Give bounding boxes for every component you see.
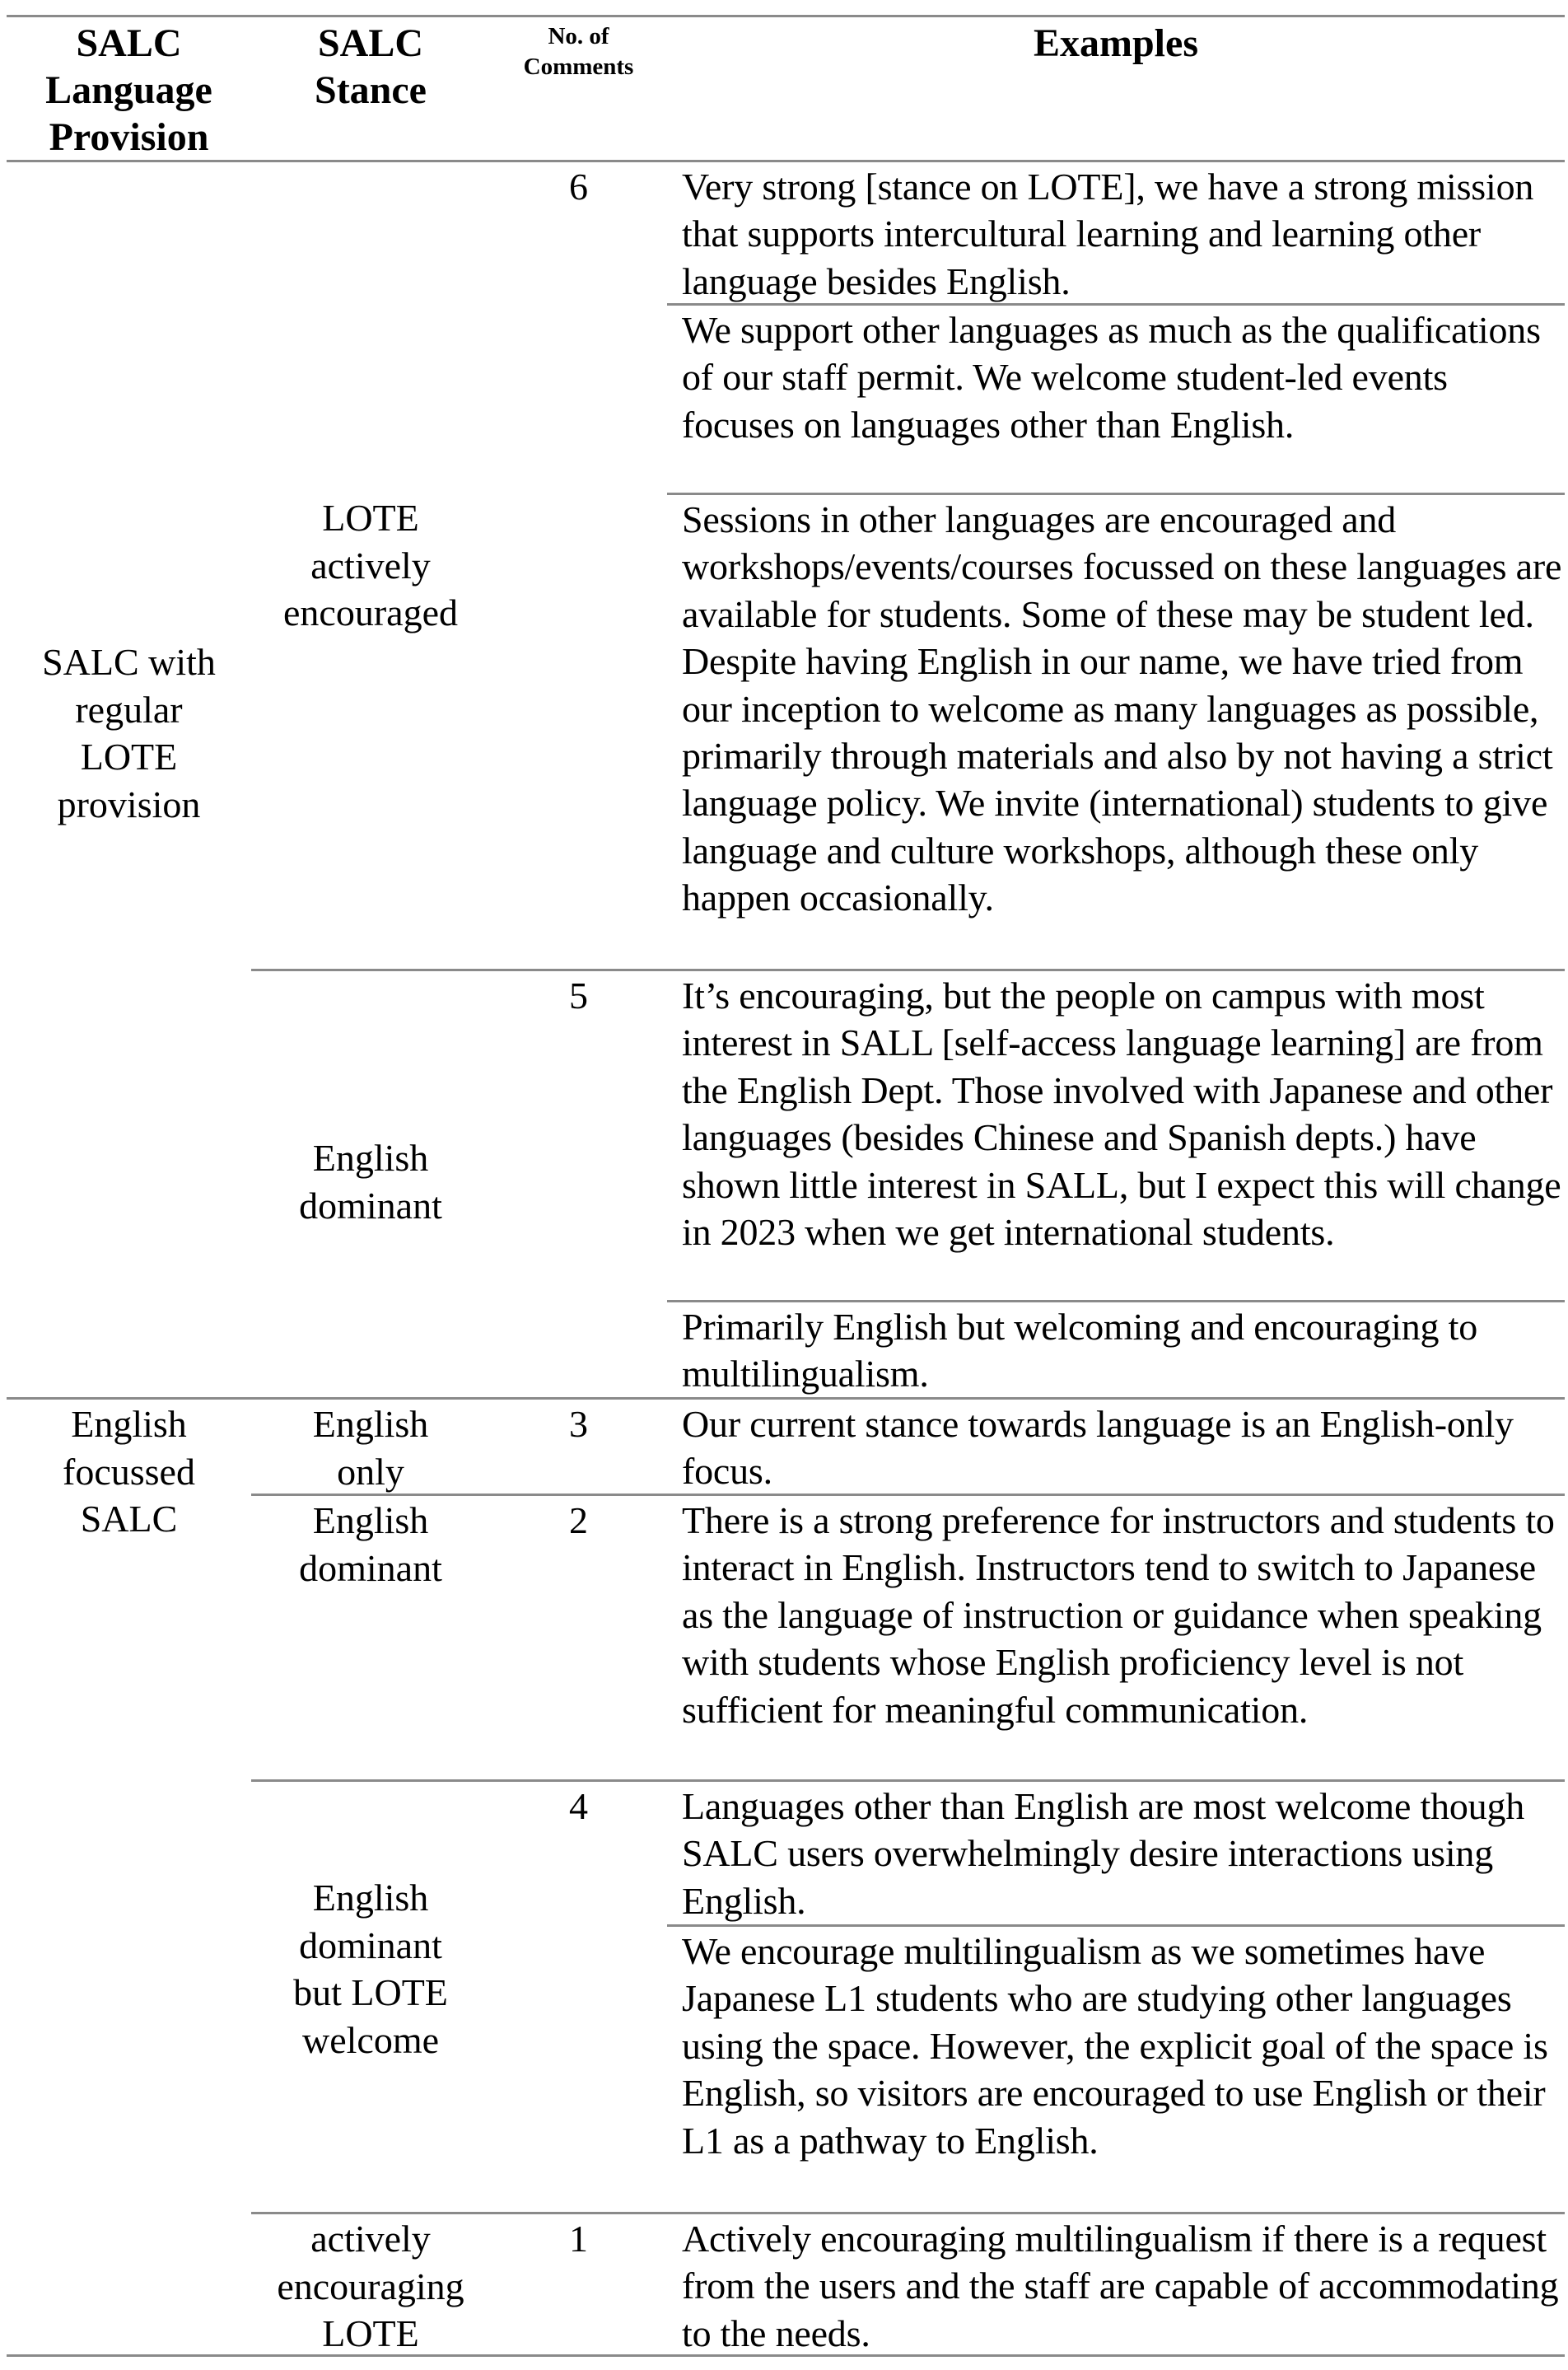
comment-count: 2 [569, 1499, 588, 1541]
example-text: Actively encouraging multilingualism if there is a request from the users and the staff are capable of accommodating to the needs. [682, 2218, 1559, 2354]
example-text: Languages other than English are most welcome though SALC users overwhelmingly desire interactions using English. [682, 1785, 1525, 1922]
row-divider [667, 493, 1565, 495]
stance-cell: actively encouraging LOTE [277, 2218, 464, 2354]
example-text: There is a strong preference for instructors and students to interact in English. Instructors tend to switch to Japanese as the language of instruction or guidance when speaking with students whose English proficiency level is not sufficient for meaningful communication. [682, 1499, 1555, 1731]
header-count: No. of Comments [523, 23, 634, 80]
comment-count: 1 [569, 2218, 588, 2260]
row-divider [251, 2212, 1565, 2214]
stance-cell: English dominant [299, 1137, 442, 1227]
comment-count: 3 [569, 1403, 588, 1445]
row-divider [667, 1300, 1565, 1302]
example-text: We encourage multilingualism as we sometimes have Japanese L1 students who are studying other languages using the space. However, the explicit goal of the space is English, so visitors are encouraged to use English or their L1 as a pathway to English. [682, 1930, 1548, 2162]
provision-cell: SALC with regular LOTE provision [42, 641, 216, 825]
row-divider [251, 1779, 1565, 1782]
stance-cell: LOTE actively encouraged [283, 497, 458, 633]
header-examples: Examples [1033, 21, 1198, 65]
provision-cell: English focussed SALC [63, 1403, 195, 1540]
example-text: It’s encouraging, but the people on campus with most interest in SALL [self-access language learning] are from the English Dept. Those involved with Japanese and other languages (besides Chinese and Spanish depts.) have shown little interest in SALL, but I expect this will change in 2023 when we get international students. [682, 975, 1561, 1254]
stance-cell: English only [312, 1403, 429, 1493]
stance-cell: English dominant [299, 1499, 442, 1589]
stance-cell: English dominant but LOTE welcome [293, 1877, 448, 2061]
header-stance: SALC Stance [315, 21, 427, 112]
header-provision: SALC Language Provision [45, 21, 212, 159]
row-divider [667, 1924, 1565, 1927]
table-top-rule [7, 15, 1565, 17]
example-text: Our current stance towards language is an English-only focus. [682, 1403, 1514, 1493]
comment-count: 6 [569, 166, 588, 208]
comment-count: 5 [569, 975, 588, 1017]
example-text: Very strong [stance on LOTE], we have a strong mission that supports intercultural learning and learning other language besides English. [682, 166, 1534, 302]
example-text: We support other languages as much as the qualifications of our staff permit. We welcome student-led events focuses on languages other than English. [682, 309, 1541, 446]
row-divider [251, 969, 1565, 971]
example-text: Primarily English but welcoming and encouraging to multilingualism. [682, 1306, 1478, 1395]
comment-count: 4 [569, 1785, 588, 1827]
example-text: Sessions in other languages are encouraged and workshops/events/courses focussed on these languages are available for students. Some of these may be student led. Despite having English in our name, we have tried from our inception to welcome as many languages as possible, primarily through materials and also by not having a strict language policy. We invite (international) students to give language and culture workshops, although these only happen occasionally. [682, 498, 1562, 919]
